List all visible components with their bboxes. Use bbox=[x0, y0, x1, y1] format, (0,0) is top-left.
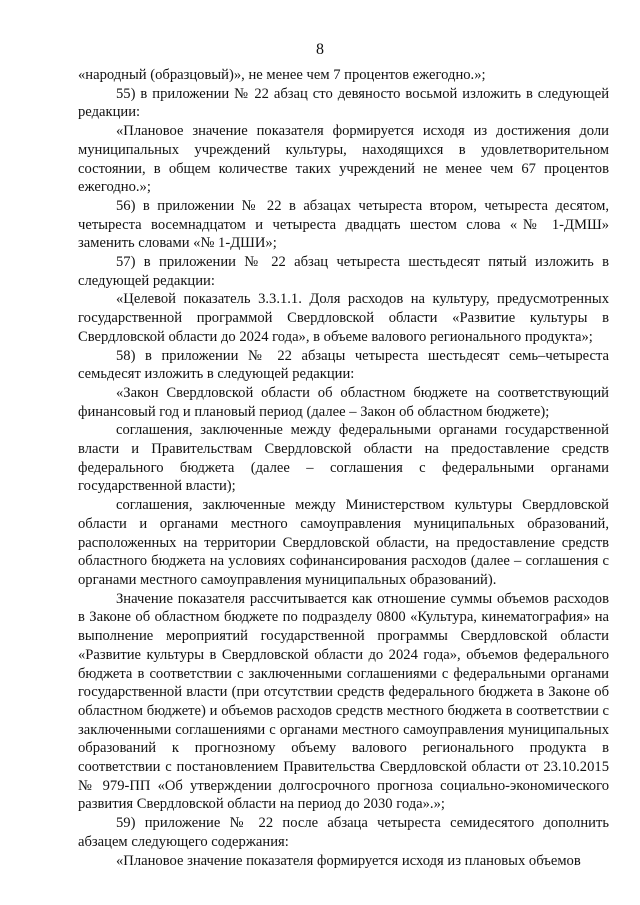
paragraph-quote-59: «Плановое значение показателя формируется исходя из плановых объемов bbox=[116, 852, 581, 869]
paragraph-item-58: 58) в приложении № 22 абзацы четыреста шестьдесят семь–четыреста семьдесят изложить в следующей редакции: bbox=[78, 347, 609, 383]
paragraph-continuation: «народный (образцовый)», не менее чем 7 процентов ежегодно.»; bbox=[78, 67, 486, 83]
paragraph-item-59: 59) приложение № 22 после абзаца четыреста семидесятого дополнить абзацем следующего содержания: bbox=[78, 815, 609, 850]
paragraph-item-55: 55) в приложении № 22 абзац сто девяносто восьмой изложить в следующей редакции: bbox=[78, 85, 609, 121]
page-number: 8 bbox=[316, 41, 324, 58]
paragraph-quote-55: «Плановое значение показателя формируется исходя из достижения доли муниципальных учреждений культуры, находящихся в удовлетворительном состоянии, в общем количестве таких учреждений не менее чем 67 процентов ежегодно.»; bbox=[78, 123, 609, 196]
paragraph-quote-58-federal: соглашения, заключенные между федеральными органами государственной власти и Правительствам Свердловской области на предоставление средств федерального бюджета (далее – соглашения с федеральными органами государственной власти); bbox=[78, 422, 609, 495]
document-body bbox=[78, 66, 609, 870]
paragraph-quote-58-local: соглашения, заключенные между Министерством культуры Свердловской области и органами местного самоуправления муниципальных образований, расположенных на территории Свердловской области, на предоставление средств областного бюджета на условиях софинансирования расходов (далее – соглашения с органами местного самоуправления муниципальных образований). bbox=[78, 497, 609, 588]
paragraph-quote-58-law: «Закон Свердловской области об областном бюджете на соответствующий финансовый год и плановый период (далее – Закон об областном бюджете); bbox=[78, 384, 609, 420]
paragraph-item-57: 57) в приложении № 22 абзац четыреста шестьдесят пятый изложить в следующей редакции: bbox=[78, 254, 609, 289]
paragraph-quote-58-calculation: Значение показателя рассчитывается как отношение суммы объемов расходов в Законе об областном бюджете по подразделу 0800 «Культура, кинематография» на выполнение мероприятий государственной программы Свердловской области «Развитие культуры в Свердловской области до 2024 года», объемов федерального бюджета в соответствии с заключенными соглашениями с федеральными органами государственной власти (при отсутствии средств федерального бюджета в Законе об областном бюджете) и объемов расходов средств местного бюджета в соответствии с заключенными соглашениями с органами местного самоуправления муниципальных образований к прогнозному объему валового регионального продукта в соответствии с постановлением Правительства Свердловской области от 23.10.2015 № 979-ПП «Об утверждении долгосрочного прогноза социально-экономического развития Свердловской области на период до 2030 года».»; bbox=[78, 590, 609, 813]
paragraph-item-56: 56) в приложении № 22 в абзацах четыреста втором, четыреста десятом, четыреста восемнадцатом и четыреста двадцать шестом слова «№ 1-ДМШ» заменить словами «№ 1-ДШИ»; bbox=[78, 197, 609, 252]
paragraph-quote-57: «Целевой показатель 3.3.1.1. Доля расходов на культуру, предусмотренных государственной программой Свердловской области «Развитие культуры в Свердловской области до 2024 года», в объеме валового регионального продукта»; bbox=[78, 291, 609, 345]
